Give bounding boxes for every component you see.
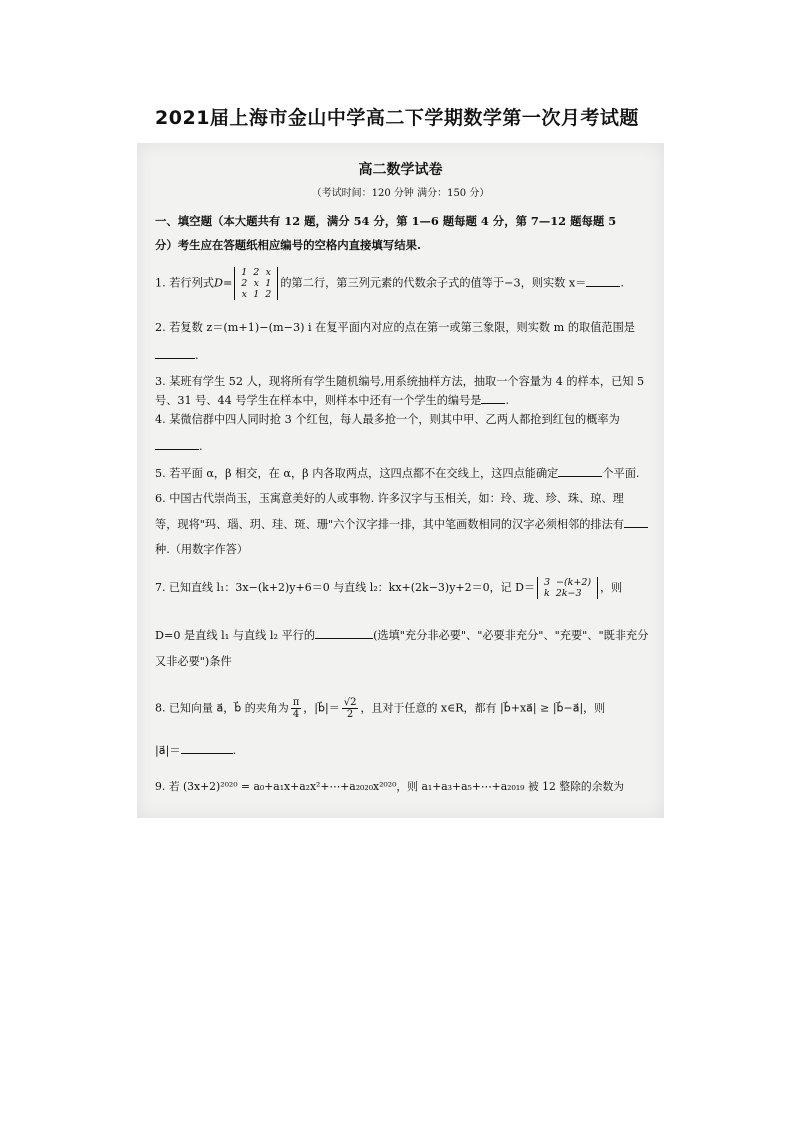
q1-prefix: 1. 若行列式	[155, 276, 214, 290]
question-8-line1: 8. 已知向量 a⃗，b⃗ 的夹角为 $\frac{\pi}{4}$ ，|b⃗|＝ $\frac{√2}{2}$ ，且对于任意的 x∈R，都有 |b⃗+xa⃗| ≥ |b⃗−a⃗|，则	[155, 697, 606, 720]
question-6-line3: 种.（用数字作答）	[155, 543, 249, 556]
question-3-line1: 3. 某班有学生 52 人，现将所有学生随机编号,用系统抽样方法，抽取一个容量为 4 的样本，已知 5	[155, 375, 645, 388]
document-title: 2021届上海市金山中学高二下学期数学第一次月考试题	[155, 107, 639, 129]
section1-instructions-line1: 一、填空题（本大题共有 12 题，满分 54 分，第 1—6 题每题 4 分，第 7—12 题每题 5	[155, 214, 617, 228]
question-6-line1: 6. 中国古代崇尚玉，玉寓意美好的人或事物. 许多汉字与玉相关，如：玲、珑、珍、珠、琼、理	[155, 492, 624, 505]
q1-det-row-1: 1 2 x	[241, 267, 271, 278]
q2-answer-blank	[155, 348, 195, 359]
q1-answer-blank	[586, 276, 620, 287]
question-4-line2: .	[155, 439, 203, 454]
paper-heading: 高二数学试卷	[358, 162, 443, 178]
q8-fraction-angle: $\frac{\pi}{4}$	[292, 697, 300, 720]
scanned-exam-page	[137, 143, 664, 818]
q1-suffix: 的第二行，第三列元素的代数余子式的值等于−3，则实数 x＝	[280, 276, 587, 290]
q3-answer-blank	[481, 393, 505, 404]
question-6-line2: 等，现将"玛、瑙、玥、珪、斑、珊"六个汉字排一排，其中笔画数相同的汉字必须相邻的排法有	[155, 517, 648, 532]
question-2-line2: .	[155, 348, 199, 363]
question-4-line1: 4. 某微信群中四人同时抢 3 个红包，每人最多抢一个，则其中甲、乙两人都抢到红包的概率为	[155, 413, 620, 426]
q4-answer-blank	[155, 439, 199, 450]
q1-det-row-2: 2 x 1	[241, 278, 272, 289]
question-7-line1: 7. 已知直线 l₁：3x−(k+2)y+6＝0 与直线 l₂：kx+(2k−3)y+2＝0，记 D＝ 3 −(k+2) k 2k−3 ，则	[155, 577, 623, 599]
q7-det-row-2: k 2k−3	[543, 588, 582, 599]
exam-info: （考试时间：120 分钟 满分：150 分）	[311, 188, 490, 199]
question-5: 5. 若平面 α，β 相交，在 α，β 内各取两点，这四点都不在交线上，这四点能确定 个平面.	[155, 467, 640, 480]
q5-answer-blank	[558, 466, 602, 477]
q8-fraction-length: $\frac{√2}{2}$	[343, 697, 357, 720]
q1-det-row-3: x 1 2	[241, 289, 272, 300]
q7-determinant	[537, 577, 598, 599]
question-7-line2: D=0 是直线 l₁ 与直线 l₂ 平行的 (选填"充分非必要"、"必要非充分"、"充要"、"既非充分	[155, 629, 649, 642]
q6-answer-blank	[624, 517, 648, 528]
question-3-line2: 号、31 号、44 号学生在样本中，则样本中还有一个学生的编号是 .	[155, 394, 510, 407]
q1-determinant	[234, 267, 278, 300]
section1-instructions-line2: 分）考生应在答题纸相应编号的空格内直接填写结果.	[155, 238, 421, 252]
question-2-line1: 2. 若复数 z＝(m+1)−(m−3) i 在复平面内对应的点在第一或第三象限，则实数 m 的取值范围是	[155, 321, 635, 334]
question-1: 1. 若行列式D= 1 2 x 2 x 1 x 1 2 的第二行，第三列元素的代数余子式的值等于−3，则实数 x＝ .	[155, 267, 624, 300]
q7-answer-blank	[315, 628, 373, 639]
question-7-line3: 又非必要")条件	[155, 655, 232, 668]
q7-det-row-1: 3 −(k+2)	[543, 577, 592, 588]
question-8-line2: |a⃗|＝ .	[155, 744, 237, 757]
question-9-line1: 9. 若 (3x+2)²⁰²⁰ = a₀+a₁x+a₂x²+⋯+a₂₀₂₀x²⁰²⁰，则 a₁+a₃+a₅+⋯+a₂₀₁₉ 被 12 整除的余数为	[155, 780, 625, 793]
q8-answer-blank	[181, 743, 233, 754]
q1-matrix-var: D=	[213, 276, 233, 290]
